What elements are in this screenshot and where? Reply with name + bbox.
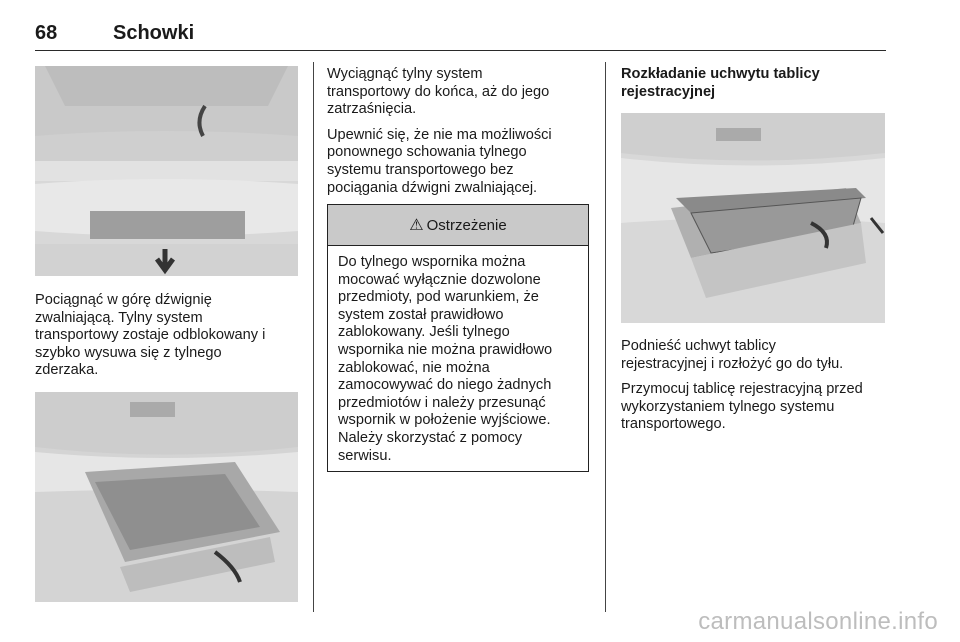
warning-triangle-icon: ⚠ — [409, 217, 424, 234]
illustration-plate-holder — [621, 113, 885, 323]
page-number: 68 — [35, 22, 58, 44]
page-header — [35, 22, 885, 52]
illustration-carrier-extended — [35, 392, 298, 602]
column-divider-2 — [605, 62, 606, 612]
illustration-release-lever — [35, 66, 298, 276]
column-divider-1 — [313, 62, 314, 612]
warning-box — [327, 204, 589, 472]
watermark: carmanualsonline.info — [698, 608, 938, 635]
col3-heading: Rozkładanie uchwytu tablicy rejestracyjnej — [621, 66, 820, 100]
warning-title: Ostrzeżenie — [426, 216, 507, 234]
col3-text — [621, 338, 891, 442]
col2-text — [327, 66, 592, 205]
col3-paragraph-1: Podnieść uchwyt tablicy rejestracyjnej i rozłożyć go do tyłu. — [621, 338, 844, 372]
warning-header — [328, 205, 588, 246]
col1-text — [35, 292, 300, 388]
col2-paragraph-2: Upewnić się, że nie ma możliwości ponownego schowania tylnego systemu transportowego bez pociągania dźwigni zwalniającej. — [327, 126, 552, 196]
header-divider — [35, 50, 886, 51]
col2-paragraph-1: Wyciągnąć tylny system transportowy do końca, aż do jego zatrzaśnięcia. — [327, 66, 550, 118]
section-title: Schowki — [113, 22, 195, 44]
col3-paragraph-2: Przymocuj tablicę rejestracyjną przed wykorzystaniem tylnego systemu transportowego. — [621, 381, 863, 433]
col1-paragraph-1: Pociągnąć w górę dźwignię zwalniającą. Tylny system transportowy zostaje odblokowany i szybko wysuwa się z tylnego zderzaka. — [35, 292, 266, 379]
warning-body: Do tylnego wspornika można mocować wyłącznie dozwolone przedmioty, pod warunkiem, że system został prawidłowo zablokowany. Jeśli tylnego wspornika nie można prawidłowo zablokować, nie można zamocowywać do niego żadnych przedmiotów i należy przesunąć wspornik w położenie wyjściowe. Należy skorzystać z pomocy serwisu. — [338, 254, 553, 464]
